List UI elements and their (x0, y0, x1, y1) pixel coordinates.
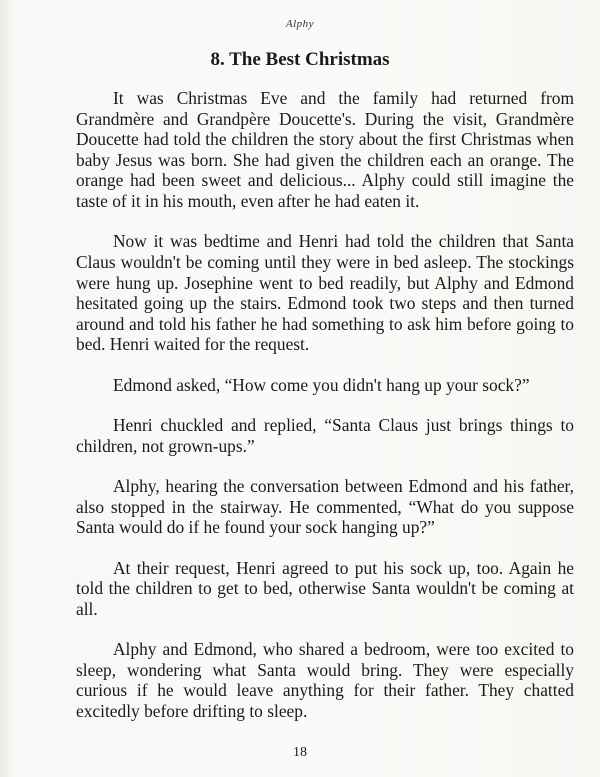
paragraph-1: It was Christmas Eve and the family had returned from Grandmère and Grandpère Doucette's. During the visit, Grandmère Doucette had told the children the story about the first Christmas when baby Jesus was born. She had given the children each an orange. The orange had been sweet and delicious... Alphy could still imagine the taste of it in his mouth, even after he had eaten it. (76, 88, 574, 211)
paragraph-6: At their request, Henri agreed to put his sock up, too. Again he told the children to get to bed, otherwise Santa wouldn't be coming at all. (76, 557, 574, 619)
running-head: Alphy (285, 18, 315, 30)
paragraph-5: Alphy, hearing the conversation between Edmond and his father, also stopped in the stairway. He commented, “What do you suppose Santa would do if he found your sock hanging up?” (76, 476, 574, 538)
paragraph-7: Alphy and Edmond, who shared a bedroom, were too excited to sleep, wondering what Santa would bring. They were especially curious if he would leave anything for their father. They chatted excitedly before drifting to sleep. (76, 639, 574, 722)
paragraph-4: Henri chuckled and replied, “Santa Claus just brings things to children, not grown-ups.” (76, 415, 574, 456)
chapter-body (76, 88, 574, 741)
paragraph-3: Edmond asked, “How come you didn't hang up your sock?” (113, 374, 530, 395)
chapter-title: 8. The Best Christmas (210, 49, 390, 70)
page-number: 18 (293, 745, 307, 760)
paragraph-2: Now it was bedtime and Henri had told the children that Santa Claus wouldn't be coming until they were in bed asleep. The stockings were hung up. Josephine went to bed readily, but Alphy and Edmond hesitated going up the stairs. Edmond took two steps and then turned around and told his father he had something to ask him before going to bed. Henri waited for the request. (76, 231, 574, 355)
